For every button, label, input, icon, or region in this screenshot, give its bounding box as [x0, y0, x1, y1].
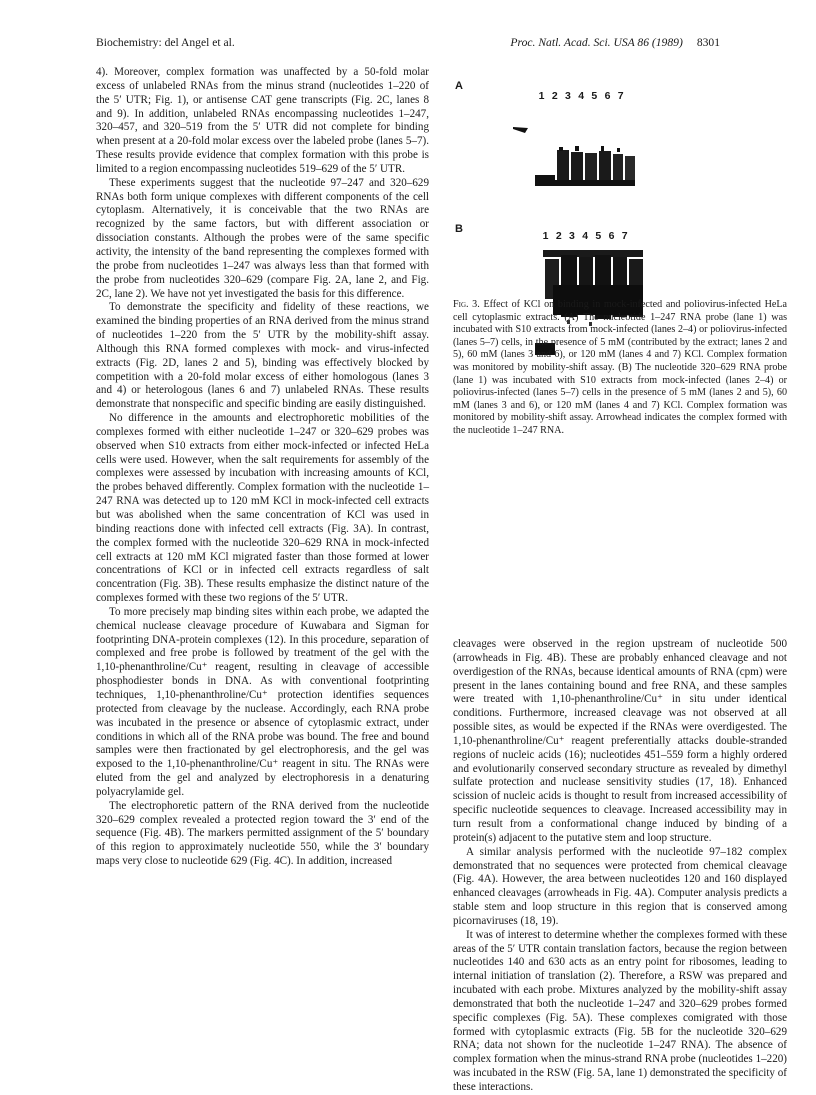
header-journal: Proc. Natl. Acad. Sci. USA 86 (1989)	[510, 36, 683, 49]
panel-b-label: B	[455, 223, 463, 235]
panel-b-lane-numbers	[539, 230, 631, 242]
running-header	[96, 36, 720, 52]
figure-caption	[453, 299, 787, 438]
gel-image-a	[493, 120, 653, 190]
paragraph: To more precisely map binding sites within each probe, we adapted the chemical nuclease cleavage procedure of Kuwabara and Sigman for footprinting DNA-protein complexes (12). In this procedure, separation of complexed and free probe is followed by treatment of the gel with the 1,10-phenanthroline/Cu⁺ reagent, resulting in cleavage of accessible phosphodiester bonds in DNA. As with conventional footprinting techniques, 1,10-phenanthroline/Cu⁺ protection identifies sequences protected from cleavage by the nuclease. Accordingly, each RNA probe was incubated in the presence or absence of cytoplasmic extract, under conditions in which all of the RNA probe was bound. The free and bound samples were then fractionated by gel electrophoresis, and the gel was exposed to the 1,10-phenanthroline/Cu⁺ reagent in situ. The RNAs were eluted from the gel and analyzed by electrophoresis in a denaturing polyacrylamide gel.	[96, 605, 429, 798]
right-column	[453, 638, 787, 1095]
lane-number: 1	[542, 230, 549, 242]
paragraph: No difference in the amounts and electrophoretic mobilities of the complexes formed with either nucleotide 1–247 or 320–629 probes was observed when S10 extracts from either mock-infected or infected HeLa cells were used. However, when the salt requirements for assembly of the complexes were assessed by incubation with increasing amounts of KCl, the probes behaved differently. Complex formation with the nucleotide 1–247 RNA was detected up to 120 mM KCl in mock-infected cell extracts but was abolished when the same concentration of KCl was used in binding reactions done with infected cell extracts (Fig. 3A). In contrast, the complex formed with the nucleotide 320–629 RNA in mock-infected cell extracts at 120 mM KCl migrated faster than those formed at lower concentrations of KCl or in infected cell extracts regardless of salt concentration (Fig. 3B). These results emphasize the distinct nature of the complexes formed with these two regions of the 5′ UTR.	[96, 412, 429, 605]
lane-number: 4	[578, 90, 585, 102]
caption-label: Fig. 3.	[453, 299, 480, 310]
lane-number: 2	[551, 90, 558, 102]
panel-a-lane-numbers	[535, 90, 627, 102]
header-page-number: 8301	[696, 36, 720, 49]
paragraph: 4). Moreover, complex formation was unaffected by a 50-fold molar excess of unlabeled RNAs from the minus strand (nucleotides 1–220 of the 5′ UTR; Fig. 1), or antisense CAT gene transcripts (Fig. 2C, lanes 8 and 9). In addition, unlabeled RNAs encompassing nucleotides 1–247, 320–457, and 320–519 from the 5′ UTR did not complete for binding when present at a 20-fold molar excess over the labeled probe (lanes 5–7). These results provide evidence that complex formation with this probe is limited to a region encompassing nucleotides 519–629 of the 5′ UTR.	[96, 66, 429, 175]
paragraph: These experiments suggest that the nucleotide 97–247 and 320–629 RNAs both form unique complexes with different components of the cell cytoplasm. Alternatively, it is conceivable that the two RNAs are recognized by the same factors, but with different association or dissociation constants. Although the probes were of the same specific activity, the intensity of the band representing the complexes formed with the probe from nucleotides 1–247 was always less than that formed with the probe from nucleotides 320–629 (compare Fig. 2A, lane 2, and Fig. 2C, lane 2). We have not yet investigated the basis for this difference.	[96, 176, 429, 300]
lane-number: 3	[569, 230, 575, 242]
paragraph: It was of interest to determine whether the complexes formed with these areas of the 5′ UTR contain translation factors, because the region between nucleotides 140 and 630 acts as an entry point for ribosomes, leading to internal initiation of translation (2). Therefore, a RSW was prepared and incubated with each probe. Mixtures analyzed by the mobility-shift assay demonstrated that both the nucleotide 1–247 and 320–629 probes formed specific complexes (Fig. 5A). These complexes comigrated with those formed with cytoplasmic extracts (Fig. 5B for the nucleotide 320–629 RNA; data not shown for the nucleotide 1–247 RNA). The absence of complex formation when the minus-strand RNA probe (nucleotides 1–220) was incubated in the RSW (Fig. 5A, lane 1) demonstrated the specificity of these interactions.	[453, 928, 787, 1093]
paragraph: A similar analysis performed with the nucleotide 97–182 complex demonstrated that no sequences were protected from chemical cleavage (Fig. 4A). However, the area between nucleotides 120 and 160 displayed enhanced cleavages (arrowheads in Fig. 4A). Computer analysis predicts a stable stem and loop structure in this region that is conserved among picornaviruses (18, 19).	[453, 845, 787, 927]
lane-number: 7	[617, 90, 624, 102]
panel-a-label: A	[455, 80, 463, 92]
arrowhead-icon	[513, 127, 528, 133]
paragraph: cleavages were observed in the region upstream of nucleotide 500 (arrowheads in Fig. 4B). These are probably enhanced cleavage and not overdigestion of the RNAs, because identical amounts of RNA (cpm) were present in the lanes containing bound and free RNA, and these samples were treated with 1,10-phenanthroline/Cu⁺ in situ under identical conditions. Furthermore, increased cleavage was not observed at all possible sites, as would be expected if the RNAs were overdigested. The 1,10-phenanthroline/Cu⁺ reagent preferentially attacks double-stranded regions of nucleic acids (16); nucleotides 451–559 form a highly ordered and evolutionarily conserved secondary structure as revealed by dimethyl sulfate protection and nuclease sensitivity studies (17, 18). Enhanced scission of nucleic acids is thought to result from increased accessibility of specific nucleotide sequences to cleavage. Increased accessibility may in turn result from a conformational change induced by binding of a protein(s) adjacent to the putative stem and loop structure.	[453, 638, 787, 844]
lane-number: 3	[565, 90, 571, 102]
lane-number: 6	[604, 90, 611, 102]
header-authors: Biochemistry: del Angel et al.	[96, 36, 235, 49]
paragraph: To demonstrate the specificity and fidelity of these reactions, we examined the binding properties of an RNA derived from the minus strand of nucleotides 1–220 from the 5′ UTR by the mobility-shift assay. Although this RNA formed complexes with mock- and virus-infected extracts (Fig. 2D, lanes 2 and 5), binding was effectively blocked by competition with a 20-fold molar excess of either homologous (lanes 3 and 4) or heterologous (lanes 6 and 7) unlabeled RNAs. These results demonstrate that nonspecific and specific binding are easily distinguished.	[96, 301, 429, 411]
lane-number: 1	[538, 90, 545, 102]
lane-number: 2	[555, 230, 562, 242]
lane-number: 6	[608, 230, 615, 242]
header-right	[510, 36, 720, 49]
lane-number: 4	[582, 230, 589, 242]
paragraph: The electrophoretic pattern of the RNA derived from the nucleotide 320–629 complex revealed a protected region toward the 3′ end of the sequence (Fig. 4B). The markers permitted assignment of the 5′ boundary of this region to approximately nucleotide 550, while the 3′ boundary maps very close to nucleotide 629 (Fig. 4C). In addition, increased	[96, 799, 429, 868]
lane-number: 5	[595, 230, 602, 242]
lane-number: 7	[621, 230, 628, 242]
caption-text: Effect of KCl on binding in mock-infected and poliovirus-infected HeLa cell cytoplasmic extracts. (A) The nucleotide 1–247 RNA probe (lane 1) was incubated with S10 extracts from mock-infected (lanes 2–4) or poliovirus-infected (lanes 5–7) cells, in the presence of 5 mM (contributed by the extract; lanes 2 and 5), 60 mM (lanes 3 and 6), or 120 mM (lanes 4 and 7) KCl. Complex formation was monitored by mobility-shift assay. (B) The nucleotide 320–629 RNA probe (lane 1) was incubated with S10 extracts from mock-infected (lanes 2–4) or poliovirus-infected (lanes 5–7) cells in the presence of 5 mM (lanes 2 and 5), 60 mM (lanes 3 and 6), or 120 mM (lanes 4 and 7) KCl. Complex formation was monitored by mobility-shift assay. Arrowhead indicates the complex formed with the nucleotide 1–247 RNA.	[453, 299, 787, 436]
lane-number: 5	[591, 90, 598, 102]
left-column	[96, 66, 429, 869]
